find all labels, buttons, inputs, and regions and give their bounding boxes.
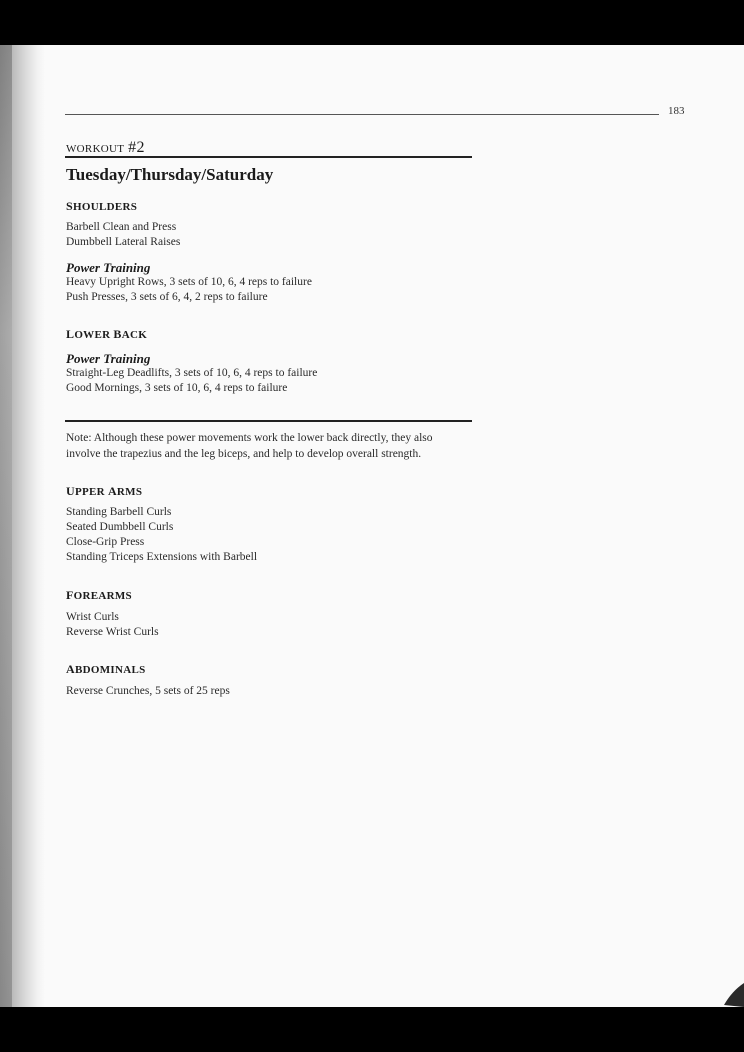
- power-training-label: Power Training: [66, 351, 151, 366]
- page-corner-curl: [714, 977, 744, 1007]
- lower-back-cap-1: L: [66, 327, 75, 341]
- exercise-item: Push Presses, 3 sets of 6, 4, 2 reps to failure: [66, 291, 268, 303]
- exercise-item: Barbell Clean and Press: [66, 221, 177, 233]
- book-page: [0, 45, 744, 1007]
- exercise-item: Wrist Curls: [66, 611, 119, 623]
- page-number: 183: [668, 105, 685, 117]
- workout-label: WORKOUT: [66, 143, 125, 155]
- shoulders-heading-rest: HOULDERS: [72, 201, 138, 213]
- upper-arms-rest-1: PPER: [74, 486, 105, 498]
- binding-edge: [0, 45, 12, 1007]
- power-training-label: Power Training: [66, 260, 151, 275]
- exercise-item: Good Mornings, 3 sets of 10, 6, 4 reps to failure: [66, 382, 288, 394]
- exercise-item: Heavy Upright Rows, 3 sets of 10, 6, 4 reps to failure: [66, 276, 312, 288]
- exercise-item: Reverse Crunches, 5 sets of 25 reps: [66, 685, 230, 697]
- exercise-item: Standing Triceps Extensions with Barbell: [66, 551, 258, 563]
- lower-back-rest-2: ACK: [121, 329, 148, 341]
- lower-back-rest-1: OWER: [74, 329, 111, 341]
- exercise-item: Reverse Wrist Curls: [66, 626, 159, 638]
- lower-back-cap-2: B: [113, 327, 122, 341]
- note-rule: [65, 420, 472, 422]
- forearms-heading: [66, 588, 132, 603]
- shoulders-heading-cap: S: [66, 199, 73, 213]
- upper-arms-rest-2: RMS: [116, 486, 143, 498]
- workout-number: #2: [128, 139, 145, 156]
- abdominals-rest: BDOMINALS: [74, 664, 146, 676]
- exercise-item: Seated Dumbbell Curls: [66, 521, 174, 533]
- lower-back-heading: [66, 327, 147, 342]
- forearms-cap: F: [66, 588, 74, 602]
- workout-heading: [66, 139, 145, 157]
- note-line: Note: Although these power movements work the lower back directly, they also: [66, 432, 433, 444]
- abdominals-heading: [66, 662, 146, 677]
- exercise-item: Close-Grip Press: [66, 536, 145, 548]
- abdominals-cap: A: [66, 662, 75, 676]
- note-text: [66, 431, 486, 462]
- forearms-rest: OREARMS: [73, 590, 132, 602]
- exercise-item: Standing Barbell Curls: [66, 506, 172, 518]
- exercise-item: Straight-Leg Deadlifts, 3 sets of 10, 6, 4 reps to failure: [66, 367, 318, 379]
- upper-arms-cap-1: U: [66, 484, 75, 498]
- shoulders-heading: [66, 199, 137, 214]
- note-line: involve the trapezius and the leg biceps, and help to develop overall strength.: [66, 447, 422, 460]
- header-rule: [65, 114, 659, 115]
- upper-arms-cap-2: A: [107, 484, 117, 498]
- exercise-item: Dumbbell Lateral Raises: [66, 236, 181, 248]
- workout-days: Tuesday/Thursday/Saturday: [66, 165, 274, 184]
- upper-arms-heading: [66, 484, 142, 499]
- heading-rule: [65, 156, 472, 158]
